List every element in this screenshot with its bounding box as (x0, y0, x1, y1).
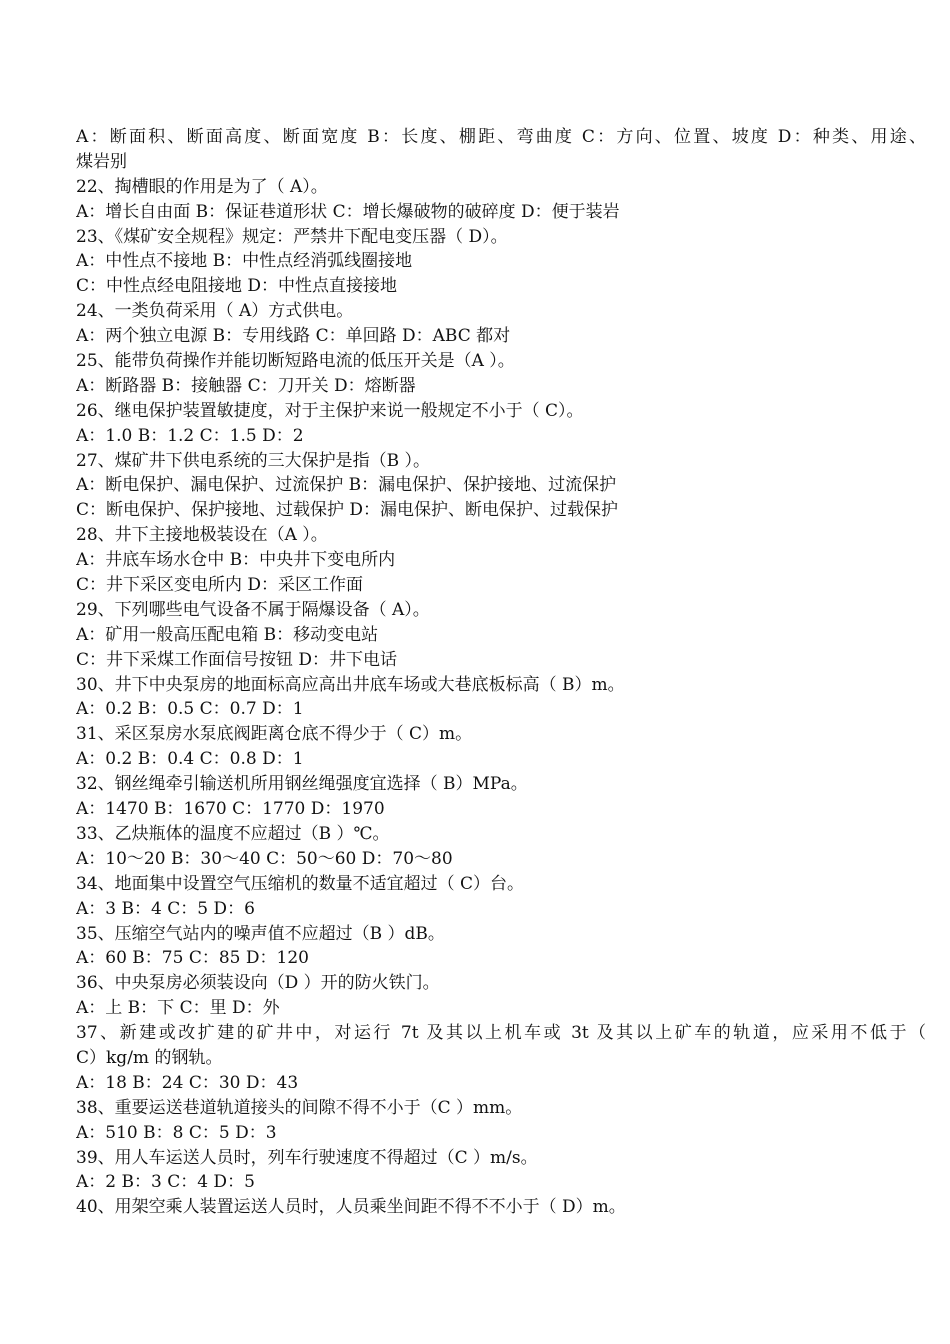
options-line: A：井底车场水仓中 B：中央井下变电所内 (76, 550, 396, 571)
options-line: A：增长自由面 B：保证巷道形状 C：增长爆破物的破碎度 D：便于装岩 (76, 201, 620, 222)
question-line: 28、井下主接地极装设在（A ）。 (76, 525, 328, 546)
options-line: C：井下采煤工作面信号按钮 D：井下电话 (76, 649, 398, 670)
options-line: A：上 B：下 C：里 D：外 (76, 998, 280, 1019)
question-line: 25、能带负荷操作并能切断短路电流的低压开关是（A ）。 (76, 351, 515, 372)
options-line: A：0.2 B：0.5 C：0.7 D：1 (76, 699, 304, 720)
question-line: 23、《煤矿安全规程》规定：严禁井下配电变压器（ D）。 (76, 226, 508, 247)
options-line: A：1470 B：1670 C：1770 D：1970 (76, 799, 385, 820)
question-line: 35、压缩空气站内的噪声值不应超过（B ）dB。 (76, 923, 445, 944)
options-line: C：断电保护、保护接地、过载保护 D：漏电保护、断电保护、过载保护 (76, 500, 619, 521)
options-line: A：510 B：8 C：5 D：3 (76, 1122, 277, 1143)
question-line: 24、一类负荷采用（ A）方式供电。 (76, 301, 354, 322)
options-line: A：断电保护、漏电保护、过流保护 B：漏电保护、保护接地、过流保护 (76, 475, 617, 496)
options-line: A：0.2 B：0.4 C：0.8 D：1 (76, 749, 304, 770)
options-line: C：井下采区变电所内 D：采区工作面 (76, 575, 364, 596)
question-line: 36、中央泵房必须装设向（D ）开的防火铁门。 (76, 973, 440, 994)
question-line: 32、钢丝绳牵引输送机所用钢丝绳强度宜选择（ B）MPa。 (76, 774, 528, 795)
options-line: A：中性点不接地 B：中性点经消弧线圈接地 (76, 251, 413, 272)
question-line: 40、用架空乘人装置运送人员时，人员乘坐间距不得不不小于（ D）m。 (76, 1197, 626, 1218)
question-line: 33、乙炔瓶体的温度不应超过（B ）℃。 (76, 823, 390, 844)
options-line: C：中性点经电阻接地 D：中性点直接接地 (76, 276, 398, 297)
question-line: 29、下列哪些电气设备不属于隔爆设备（ A）。 (76, 599, 430, 620)
question-line: 38、重要运送巷道轨道接头的间隙不得不小于（C ）mm。 (76, 1097, 523, 1118)
options-line: A：两个独立电源 B：专用线路 C：单回路 D：ABC 都对 (76, 326, 511, 347)
question-line: 22、掏槽眼的作用是为了（ A）。 (76, 176, 328, 197)
options-line: A：60 B：75 C：85 D：120 (76, 948, 309, 969)
question-line: 39、用人车运送人员时，列车行驶速度不得超过（C ）m/s。 (76, 1147, 538, 1168)
options-line: A：断路器 B：接触器 C：刀开关 D：熔断器 (76, 375, 416, 396)
options-line: A：18 B：24 C：30 D：43 (76, 1072, 299, 1093)
options-line: A：3 B：4 C：5 D：6 (76, 898, 255, 919)
question-line: 34、地面集中设置空气压缩机的数量不适宜超过（ C）台。 (76, 873, 525, 894)
question-text-block (76, 125, 926, 1220)
question-line: C）kg/m 的钢轨。 (76, 1047, 223, 1068)
question-line: 27、煤矿井下供电系统的三大保护是指（B ）。 (76, 450, 431, 471)
question-line: 30、井下中央泵房的地面标高应高出井底车场或大巷底板标高（ B）m。 (76, 674, 625, 695)
question-line: 31、采区泵房水泵底阀距离仓底不得少于（ C）m。 (76, 724, 473, 745)
text-line: 煤岩别 (76, 151, 127, 172)
question-line: 26、继电保护装置敏捷度，对于主保护来说一般规定不小于（ C）。 (76, 400, 584, 421)
options-line: A：2 B：3 C：4 D：5 (76, 1172, 255, 1193)
options-line: A：1.0 B：1.2 C：1.5 D：2 (76, 425, 304, 446)
options-line: A：矿用一般高压配电箱 B：移动变电站 (76, 624, 379, 645)
question-line: 37、新建或改扩建的矿井中，对运行 7t 及其以上机车或 3t 及其以上矿车的轨道，应采用不低于（ (76, 1023, 926, 1044)
text-line: A：断面积、断面高度、断面宽度 B：长度、棚距、弯曲度 C：方向、位置、坡度 D：种类、用途、 (76, 127, 926, 147)
options-line: A：10～20 B：30～40 C：50～60 D：70～80 (76, 848, 453, 869)
